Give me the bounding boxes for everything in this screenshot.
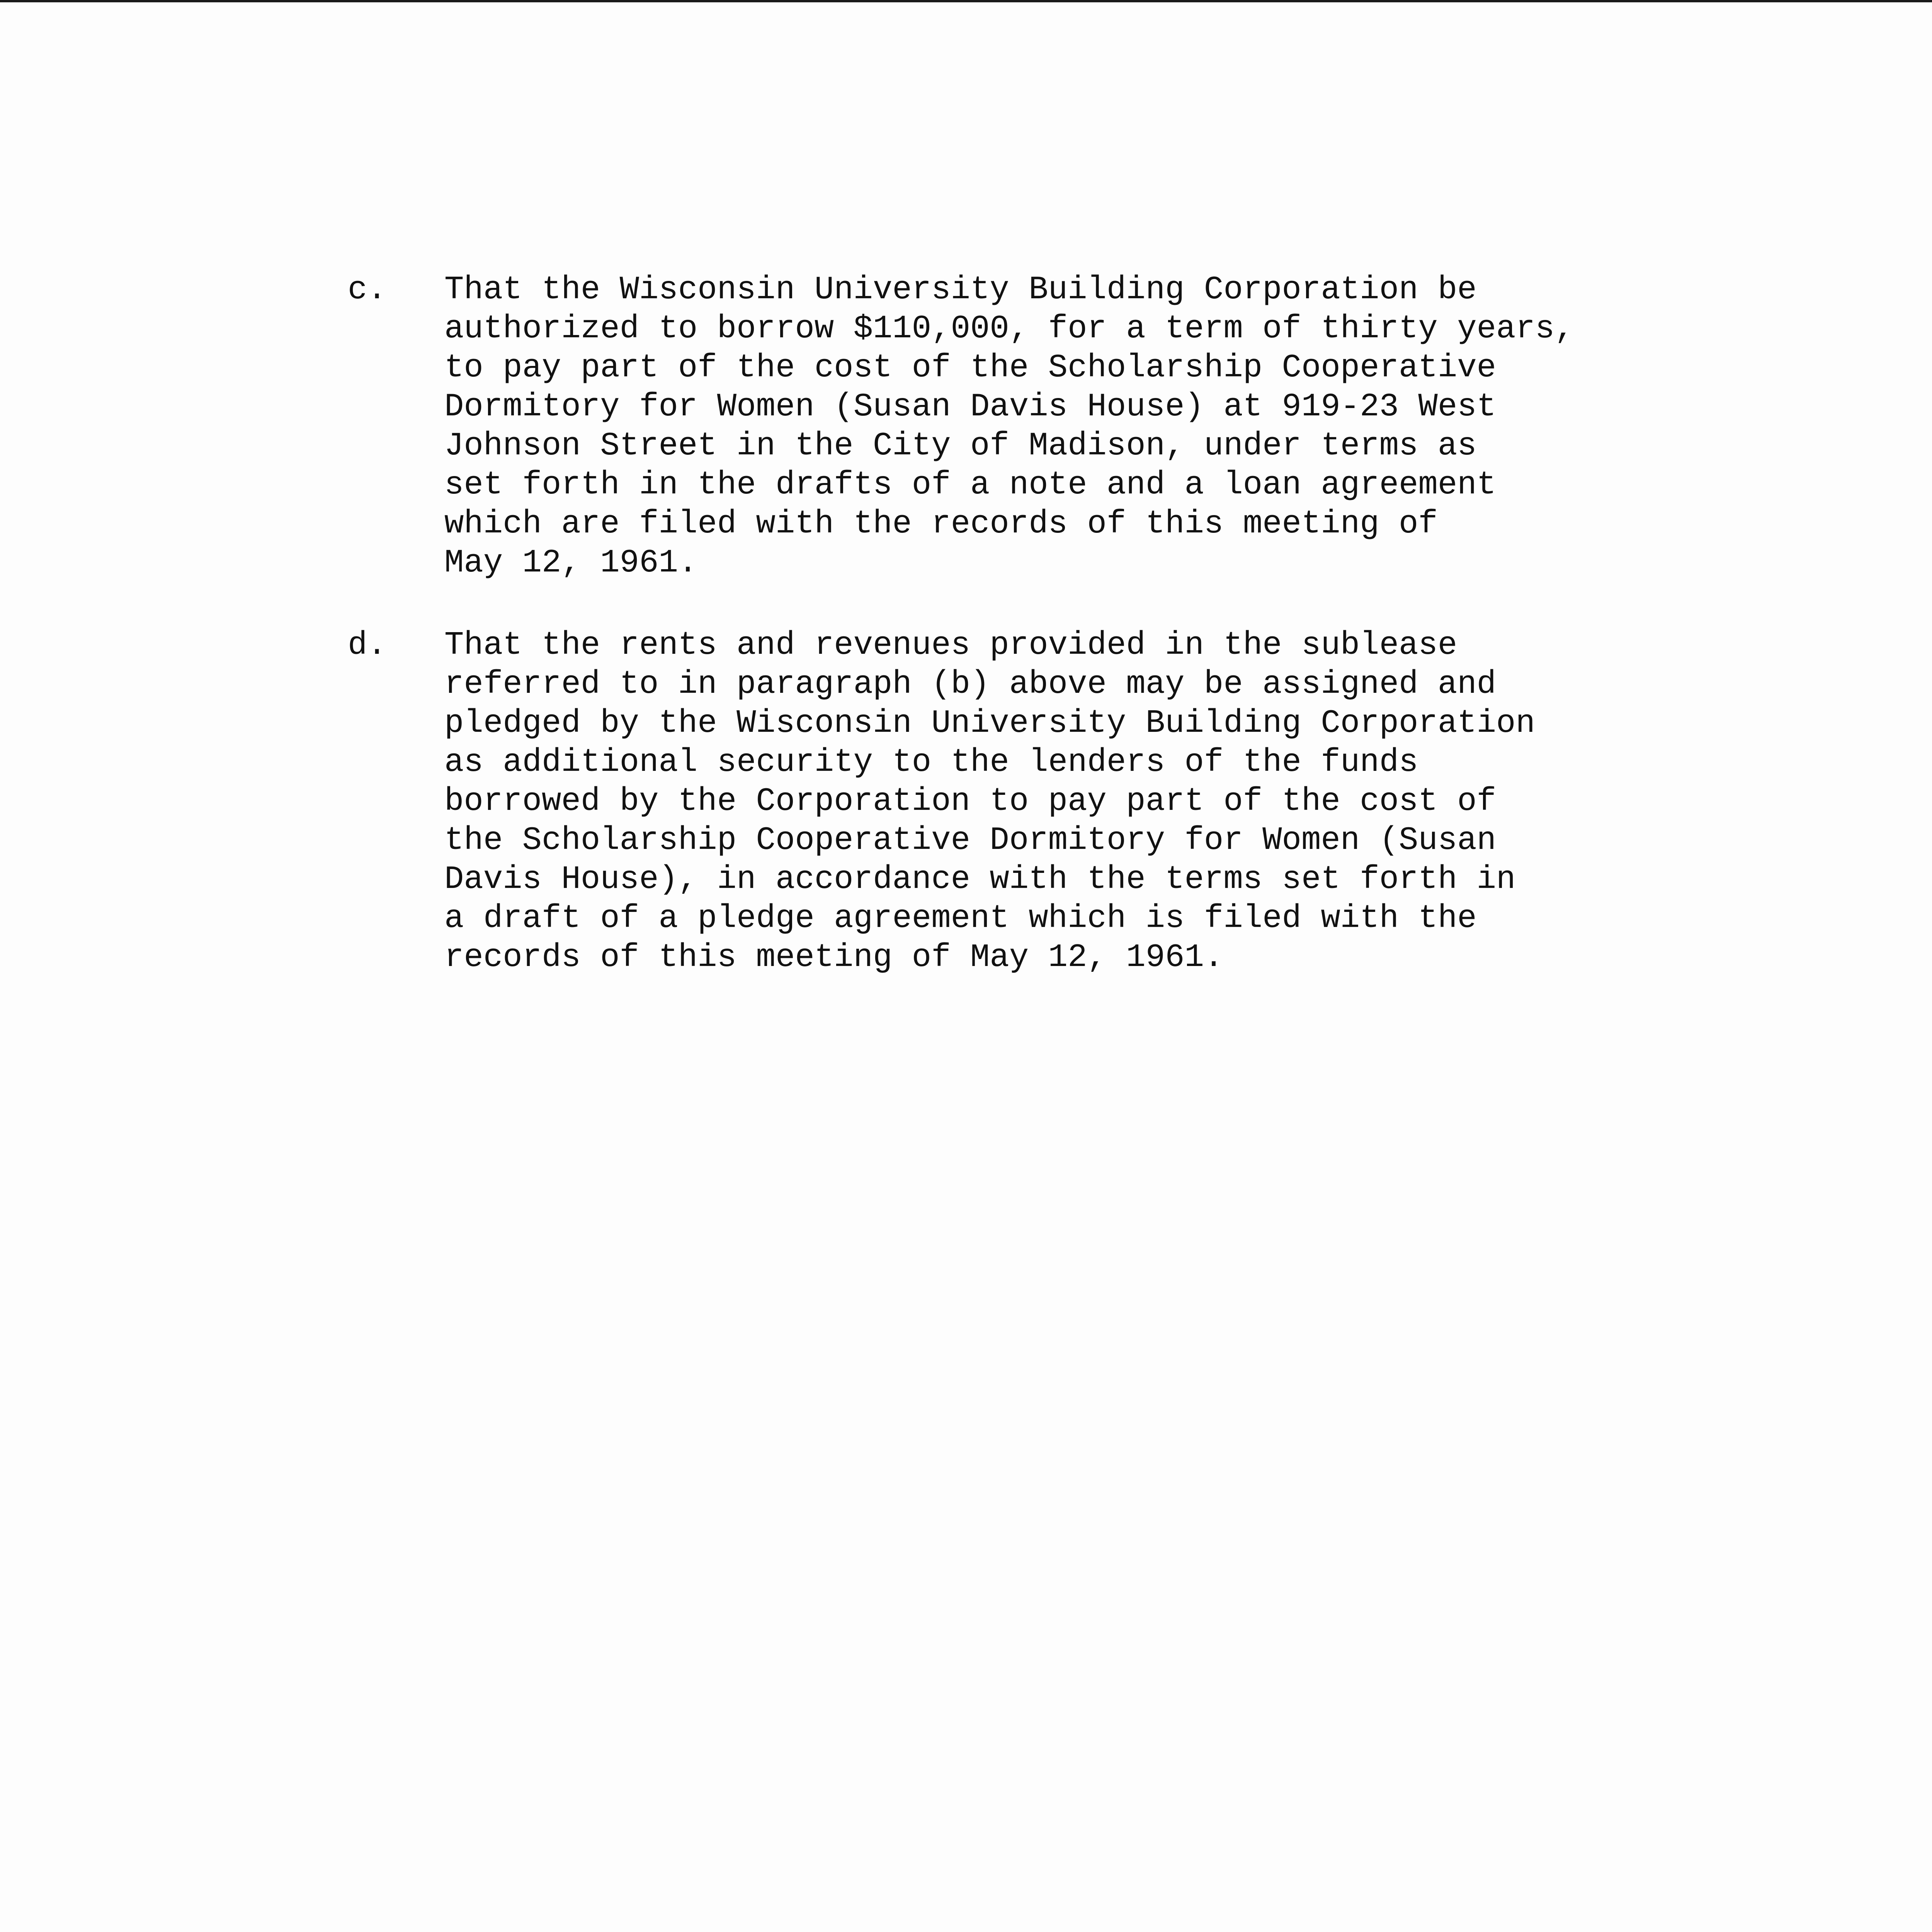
text-line: the Scholarship Cooperative Dormitory for Women (Susan <box>444 822 1497 859</box>
paragraph-body <box>444 270 1662 583</box>
text-line: That the Wisconsin University Building Corporation be <box>444 272 1477 308</box>
text-line: authorized to borrow $110,000, for a term of thirty years, <box>444 311 1574 347</box>
paragraph-marker: c. <box>348 272 387 308</box>
text-line: May 12, 1961. <box>444 545 698 582</box>
text-line: which are filed with the records of this meeting of <box>444 506 1438 543</box>
text-line: referred to in paragraph (b) above may be assigned and <box>444 666 1497 703</box>
text-line: to pay part of the cost of the Scholarship Cooperative <box>444 350 1497 386</box>
text-line: set forth in the drafts of a note and a loan agreement <box>444 467 1497 503</box>
text-line: That the rents and revenues provided in the sublease <box>444 627 1458 664</box>
paragraph-body <box>444 626 1662 977</box>
text-line: as additional security to the lenders of the funds <box>444 744 1418 781</box>
text-line: Johnson Street in the City of Madison, under terms as <box>444 428 1477 464</box>
paragraph-marker: d. <box>348 627 387 664</box>
text-line: Davis House), in accordance with the terms set forth in <box>444 861 1516 898</box>
text-line: a draft of a pledge agreement which is filed with the <box>444 900 1477 937</box>
text-line: records of this meeting of May 12, 1961. <box>444 939 1224 976</box>
text-line: borrowed by the Corporation to pay part of the cost of <box>444 783 1497 820</box>
text-line: pledged by the Wisconsin University Building Corporation <box>444 705 1535 742</box>
text-line: Dormitory for Women (Susan Davis House) at 919-23 West <box>444 389 1497 425</box>
page-edge-top <box>0 0 1932 2</box>
